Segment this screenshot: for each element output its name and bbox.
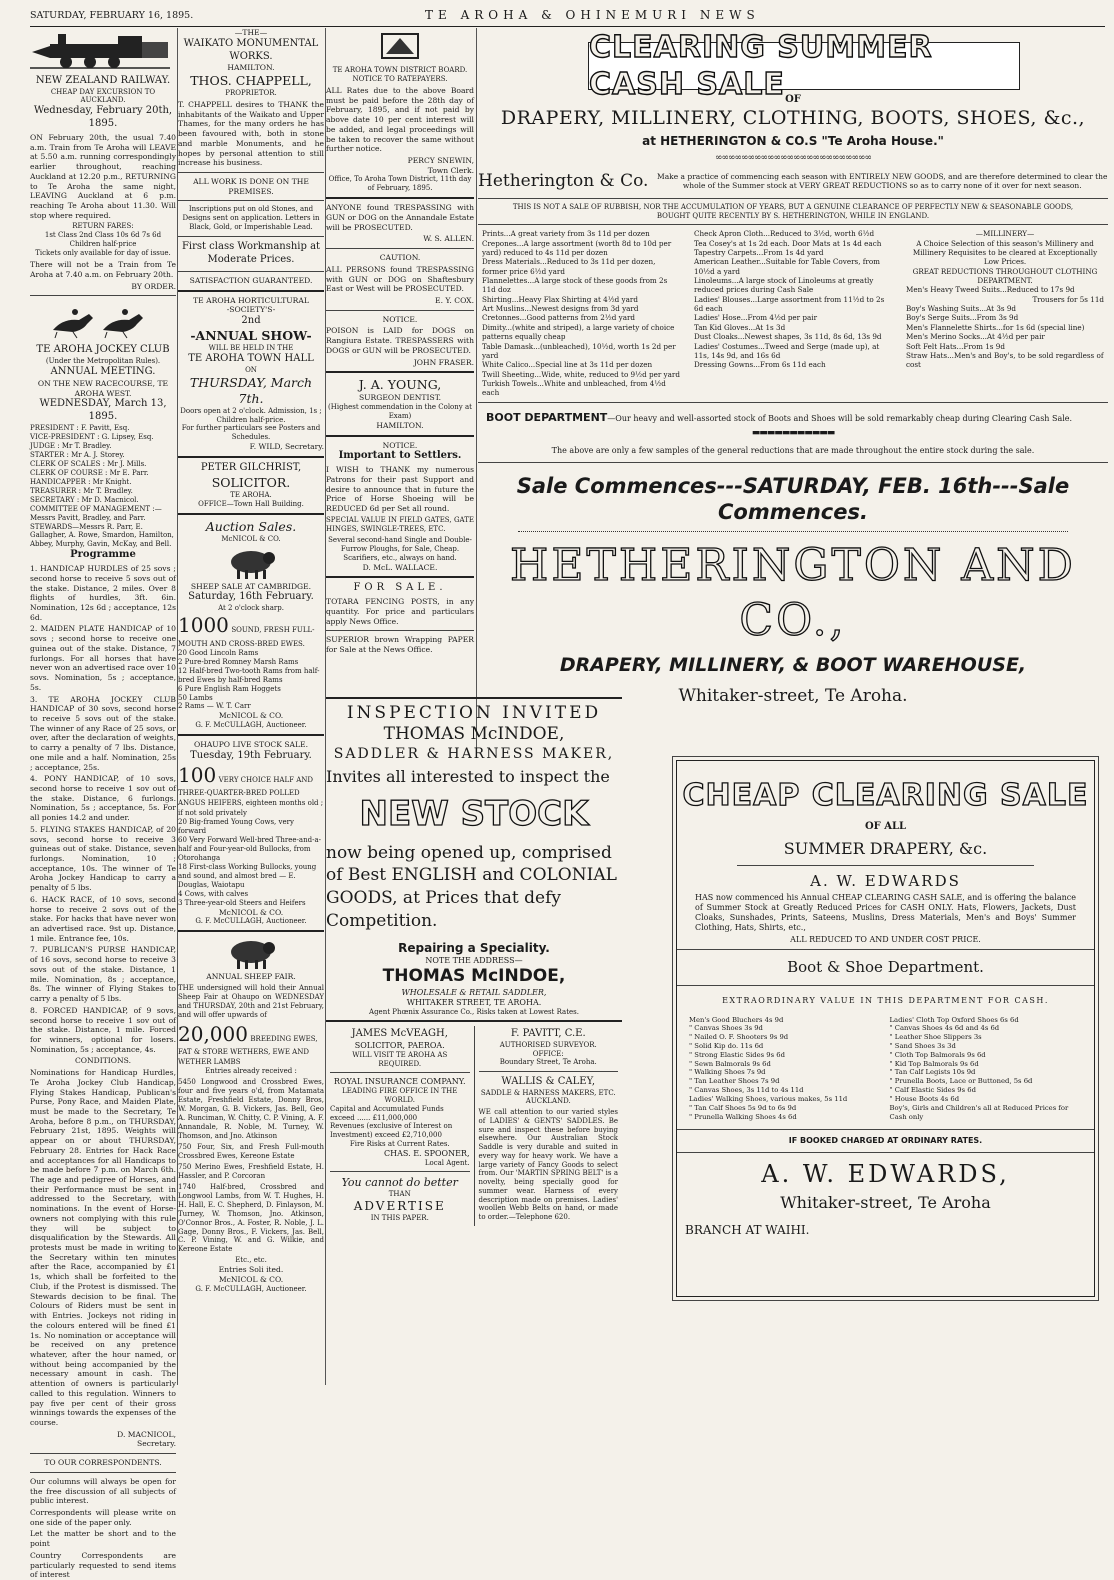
divider [326, 310, 474, 311]
column-one [30, 28, 176, 1580]
column-rule [476, 28, 477, 753]
notice2-scarifiers: Scarifiers, etc., always on hand. [343, 553, 457, 562]
boot-body: —Our heavy and well-assorted stock of Boots and Shoes will be sold remarkably cheap during Clearing Cash Sale. [607, 413, 1073, 423]
insp-title: INSPECTION INVITED [346, 703, 602, 723]
young-qual: (Highest commendation in the Colony at Exam) [328, 403, 472, 421]
ad-practice: Make a practice of commencing each season with ENTIRELY NEW GOODS, and are therefore determined to clear the whole of the Summer stock at VERY GREAT REDUCTIONS so as to carry none of it over for next season. [657, 171, 1108, 191]
divider [478, 198, 1108, 199]
masthead-title: TE AROHA & OHINEMURI NEWS [425, 8, 760, 22]
mcveagh-name: JAMES McVEAGH, [351, 1028, 448, 1040]
ohaupo-num: 100 [178, 762, 217, 787]
annual-entry: Etc., etc. [235, 1256, 267, 1265]
annual-entry: 5450 Longwood and Crossbred Ewes, four and five years o'd, from Matamata Estate, Freshfield Estate, Donny Bros, W. Morgan, G. B. Vickers, Jas. Bell, Geo A. Runciman, W. Chitty, C. P. Vining, A. F. Annandale, R. Noble, M. Turney, W. Thomson, and Jno. Atkinson [178, 1078, 324, 1140]
insp-invites: Invites all interested to inspect the [326, 767, 610, 786]
railway-order: BY ORDER. [131, 281, 176, 291]
gilchrist-office: OFFICE—Town Hall Building. [198, 499, 304, 508]
jockey-signer-title: Secretary. [137, 1439, 176, 1449]
caution-body: ALL PERSONS found TRESPASSING with GUN or DOG on Shaftesbury East or West will be PROSECUTED. [326, 264, 474, 294]
board-notice: NOTICE TO RATEPAYERS. [352, 74, 448, 83]
waikato-pre: —THE— [234, 28, 268, 37]
boot-title: BOOT DEPARTMENT [486, 410, 608, 424]
divider [326, 435, 474, 437]
race-item: 1. HANDICAP HURDLES of 25 sovs ; second horse to receive 5 sovs out of the stake. Distance, 2 miles. Over 8 flights of hurdles, 3ft. 6in. Nomination, 12s 6d ; acceptance, 12s 6d. [30, 564, 176, 622]
hort-sec: F. WILD, Secretary. [249, 442, 324, 452]
notice2-plough: Several second-hand Single and Double-Furrow Ploughs, for Sale, Cheap. [328, 535, 472, 553]
hort-doors: Doors open at 2 o'clock. Admission, 1s ; Children half-price. [180, 406, 322, 424]
insp-name: THOMAS McINDOE, [383, 724, 565, 745]
corr-item: Let the matter be short and to the point [30, 1529, 176, 1549]
ad-notsale: THIS IS NOT A SALE OF RUBBISH, NOR THE ACCUMULATION OF YEARS, BUT A GENUINE CLEARANCE OF PERFECTLY NEW & SEASONABLE GOODS, BOUGHT QUITE RECENTLY BY S. HETHERINGTON, WHILE IN ENGLAND. [512, 202, 1074, 220]
jockey-officers: PRESIDENT : F. Pavitt, Esq. VICE-PRESIDENT : G. Lipsey, Esq. JUDGE : Mr T. Bradley. STARTER : Mr A. J. Storey. CLERK OF SCALES : Mr J. Mills. CLERK OF COURSE : Mr E. Parr. HANDICAPPER : Mr Knight. TREASURER : Mr T. Bradley. SECRETARY : Mr D. Macnicol. COMMITTEE OF MANAGEMENT :—Messrs Pavitt, Bradley, and Parr. STEWARDS—Messrs R. Parr, E. Gallagher, A. Rowe, Smardon, Hamilton, Abbey, Murphy, Gavin, McKay, and Bell. [30, 424, 174, 549]
cheap-summer: SUMMER DRAPERY, &c. [783, 839, 988, 858]
railway-sub: CHEAP DAY EXCURSION TO AUCKLAND. [50, 87, 156, 105]
price-list-b: Check Apron Cloth...Reduced to 3½d, worth 6½d Tea Cosey's at 1s 2d each. Door Mats at 1s 4d each Tapestry Carpets...From 1s 4d yard American Leather...Suitable for Table Covers, from 10½d a yard Linoleums...A large stock of Linoleums at greatly reduced prices during Cash Sale Ladies' Blouses...Large assortment from 11½d to 2s 6d each Ladies' Hose...From 4½d per pair Tan Kid Gloves...At 1s 3d Dust Cloaks...Newest shapes, 3s 11d, 8s 6d, 13s 9d Ladies' Costumes...Tweed and Serge (made up), at 11s, 14s 9d, and 16s 6d Dressing Gowns...From 6s 11d each [694, 229, 885, 370]
cheap-extra: EXTRAORDINARY VALUE IN THIS DEPARTMENT FOR CASH. [722, 995, 1049, 1005]
divider [326, 576, 474, 578]
ram-icon [221, 936, 281, 970]
forsale-title: FOR SALE. [353, 582, 447, 594]
divider [677, 949, 1094, 950]
sheep-icon [221, 546, 281, 580]
wallis-role: SADDLE & HARNESS MAKERS, ETC. [480, 1088, 616, 1097]
corr-title: TO OUR CORRESPONDENTS. [44, 1458, 162, 1468]
young-role: SURGEON DENTIST. [358, 393, 442, 403]
cam-firm: McNICOL & CO. [218, 711, 284, 721]
adv-l2: THAN [388, 1190, 411, 1198]
trespass-body: ANYONE found TRESPASSING with GUN or DOG on the Annandale Estate will be PROSECUTED. [326, 203, 474, 232]
annual-desc: BREEDING EWES, FAT & STORE WETHERS, EWE AND WETHER LAMBS [178, 1034, 318, 1067]
cheap-branch: BRANCH AT WAIHI. [685, 1223, 810, 1238]
insp-addr: WHITAKER STREET, TE AROHA. [406, 997, 542, 1007]
insp-note: NOTE THE ADDRESS— [425, 956, 523, 966]
sale-commences: Sale Commences---SATURDAY, FEB. 16th---Sale Commences. [516, 473, 1070, 524]
ohaupo-firm: McNICOL & CO. [218, 907, 284, 917]
waikato-work: ALL WORK IS DONE ON THE PREMISES. [193, 177, 309, 196]
ad-samples: The above are only a few samples of the general reductions that are made throughout the entire stock during the sale. [551, 445, 1035, 455]
notice1-body: POISON is LAID for DOGS on Rangiura Estate. TRESPASSERS with DOGS or GUN will be PROSECUTED. [326, 326, 474, 355]
trespass-signer: W. S. ALLEN. [423, 234, 474, 244]
divider [30, 1453, 176, 1454]
divider [478, 224, 1108, 225]
divider [178, 271, 324, 272]
shoe-list-left: Men's Good Bluchers 4s 9d " Canvas Shoes 3s 9d " Nailed O. F. Shooters 9s 9d " Solid Kip do. 11s 6d " Strong Elastic Sides 9s 6d " Sewn Balmorals 9s 6d " Walking Shoes 7s 9d " Tan Leather Shoes 7s 9d " Canvas Shoes, 3s 11d to 4s 11d Ladies' Walking Shoes, various makes, 5s 11d " Tan Calf Shoes 5s 9d to 6s 9d " Prunella Walking Shoes 4s 6d [689, 1015, 848, 1121]
notice1-title: NOTICE. [382, 314, 418, 324]
gilchrist-name: PETER GILCHRIST, [200, 462, 302, 474]
price-list-c: —MILLINERY— A Choice Selection of this season's Millinery and Millinery Requisites to be cleared at Exceptionally Low Prices. GREAT REDUCTIONS THROUGHOUT CLOTHING DEPARTMENT. Men's Heavy Tweed Suits...Reduced to 17s 9d Trousers for 5s 11d Boy's Washing Suits...At 3s 9d Boy's Serge Suits...From 3s 9d Men's Flannelette Shirts...for 1s 6d (special line) Men's Merino Socks...At 4½d per pair Soft Felt Hats...From 1s 9d Straw Hats...Men's and Boy's, to be sold regardless of cost [906, 229, 1104, 370]
jockey-title: TE AROHA JOCKEY CLUB [36, 344, 170, 356]
mcveagh-role: SOLICITOR, PAEROA. [354, 1040, 445, 1050]
firm-name: HETHERINGTON AND CO., [510, 540, 1076, 647]
ornament-divider: ▬▬▬▬▬▬▬▬▬▬▬ [751, 428, 835, 439]
crest-icon [370, 30, 430, 64]
cheap-name: A. W. EDWARDS [810, 872, 961, 890]
board-signer-title: Town Clerk. [427, 165, 474, 175]
cam-desc: SOUND, FRESH FULL-MOUTH AND CROSS-BRED EWES. [178, 626, 315, 648]
cam-date: Saturday, 16th February. [188, 591, 314, 603]
shoe-list-right: Ladies' Cloth Top Oxford Shoes 6s 6d " Canvas Shoes 4s 6d and 4s 6d " Leather Shoe Slippers 3s " Sand Shoes 3s 3d " Cloth Top Balmorals 9s 6d " Kid Top Balmorals 9s 6d " Tan Calf Legists 10s 9d " Prunella Boots, Lace or Buttoned, 5s 6d " Calf Elastic Sides 9s 6d " House Boots 4s 6d Boy's, Girls and Children's all at Reduced Prices for Cash only [889, 1015, 1069, 1121]
gilchrist-role: SOLICITOR. [211, 474, 291, 490]
small-ads-right [474, 1026, 623, 1226]
hort-soc: -SOCIETY'S- [226, 305, 276, 315]
hort-date: THURSDAY, March 7th. [189, 374, 313, 406]
cam-auc: G. F. McCULLAGH, Auctioneer. [195, 721, 307, 730]
corr-item: Correspondents will please write on one side of the paper only. [30, 1508, 176, 1527]
railway-fares-title: RETURN FARES: [72, 222, 134, 231]
insp-agent: Agent Phœnix Assurance Co., Risks taken at Lowest Rates. [369, 1007, 579, 1016]
price-lists [478, 229, 1108, 397]
mcindoe-ad [326, 693, 622, 1393]
waikato-first: First class Workmanship at Moderate Prices. [181, 241, 321, 266]
race-item: 6. HACK RACE, of 10 sovs, second horse to receive 2 sovs out of the stake. For hacks that have never won an advertised race. 9st up. Distance, 1 mile. Entrance fee, 10s. [30, 894, 176, 943]
annual-firm: McNICOL & CO. [218, 1275, 284, 1285]
ad-at: at HETHERINGTON & CO.S "Te Aroha House." [642, 134, 944, 149]
corr-item: Our columns will always be open for the free discussion of all subjects of public interest. [30, 1476, 176, 1506]
hort-title: TE AROHA HORTICULTURAL [193, 295, 309, 305]
cheap-name2: A. W. EDWARDS, [761, 1160, 1010, 1189]
pavitt-office: OFFICE: [532, 1049, 564, 1058]
race-item: 8. FORCED HANDICAP, of 9 sovs, second horse to receive 1 sov out of the stake. Distance, 1 mile. Forced for winners, optional for losers. Nomination, 5s ; acceptance, 4s. [30, 1005, 176, 1054]
divider [330, 1171, 470, 1172]
cam-lots: 20 Good Lincoln Rams 2 Pure-bred Romney Marsh Rams 12 Half-bred Two-tooth Rams from half-bred Ewes by half-bred Rams 6 Pure English Ram Hoggets 50 Lambs 2 Rams — W. T. Carr [178, 648, 320, 711]
hort-held: WILL BE HELD IN THE [208, 343, 294, 352]
board-office: Office, To Aroha Town District, 11th day of February, 1895. [328, 175, 472, 193]
divider [326, 371, 474, 373]
notice2-signer: D. McL. WALLACE. [362, 562, 438, 572]
divider [677, 985, 1094, 986]
annual-sol: Entries Soli ited. [218, 1265, 284, 1275]
cheap-street: Whitaker-street, Te Aroha [780, 1193, 991, 1213]
annual-entries-title: Entries already received : [205, 1067, 297, 1076]
hort-on: ON [245, 365, 257, 374]
pavitt-name: F. PAVITT, C.E. [510, 1028, 586, 1040]
insp-name2: THOMAS McINDOE, [382, 966, 566, 987]
wallis-place: AUCKLAND. [525, 1097, 571, 1106]
annual-body: THE undersigned will hold their Annual Sheep Fair at Ohaupo on WEDNESDAY and THURSDAY, 20th and 21st February, and will offer upwards of [178, 984, 324, 1019]
divider [737, 865, 1034, 866]
waikato-body: T. CHAPPELL desires to THANK the inhabitants of the Waikato and Upper Thames, for the many orders he has been favoured with, both in stone and marble Monuments, and he hopes by personal attention to still increase his business. [178, 99, 324, 168]
insp-ws: WHOLESALE & RETAIL SADDLER, [401, 987, 547, 997]
divider [326, 248, 474, 249]
caution-title: CAUTION. [379, 253, 421, 263]
royal-agent: CHAS. E. SPOONER, [384, 1148, 470, 1158]
cheap-booked: IF BOOKED CHARGED AT ORDINARY RATES. [788, 1136, 983, 1146]
gilchrist-place: TE AROHA. [230, 490, 272, 499]
adv-l1: You cannot do better [341, 1176, 458, 1190]
clearing-banner: CLEARING SUMMER CASH SALE [588, 42, 1020, 90]
ohaupo-date: Tuesday, 19th February. [190, 749, 312, 761]
insp-trade: SADDLER & HARNESS MAKER, [333, 745, 615, 762]
royal-cap: Capital and Accumulated Funds exceed ...... £11,000,000 [330, 1104, 444, 1122]
ad-name: Hetherington & Co. [478, 170, 649, 191]
divider [677, 1152, 1094, 1153]
auction-title: Auction Sales. [205, 518, 297, 534]
waikato-insc: Inscriptions put on old Stones, and Designs sent on application. Letters in Black, Gold, or Imperishable Lead. [182, 205, 320, 232]
divider [326, 697, 622, 699]
hort-hall: TE AROHA TOWN HALL [188, 352, 314, 364]
auction-firm: McNICOL & CO. [221, 534, 281, 543]
street: Whitaker-street, Te Aroha. [678, 685, 908, 706]
ad-line: DRAPERY, MILLINERY, CLOTHING, BOOTS, SHOES, &c., [500, 106, 1086, 129]
divider [330, 1072, 470, 1073]
hetherington-ad [478, 29, 1108, 746]
divider [478, 402, 1108, 403]
cam-time: At 2 o'clock sharp. [218, 604, 284, 613]
insp-body: now being opened up, comprised of Best ENGLISH and COLONIAL GOODS, at Prices that defy Competition. [326, 842, 617, 932]
hort-show: -ANNUAL SHOW- [190, 327, 312, 343]
wallis-body: WE call attention to our varied styles of LADIES' & GENTS' SADDLES. Be sure and inspect these before buying elsewhere. Our Australian Stock Saddle is very durable and suited in every way for heavy work. We have a large variety of Fancy Goods to select from. Our 'MARTIN SPRING BELT' is a novelty, being specially good for summer wear. Harness of every description made on premises. Ladies' woollen Webb Belts on hand, or made to order.—Telephone 620. [478, 1108, 618, 1221]
small-ads [326, 1026, 622, 1226]
royal-title: ROYAL INSURANCE COMPANY. [333, 1077, 466, 1087]
railway-fares: 1st Class 2nd Class 10s 6d 7s 6d Children half-price [44, 231, 162, 249]
divider [178, 200, 324, 201]
racehorse-icon [43, 300, 163, 340]
waikato-title: WAIKATO MONUMENTAL WORKS. [183, 37, 319, 62]
divider [178, 513, 324, 515]
annual-num: 20,000 [178, 1021, 248, 1046]
cheap-body: HAS now commenced his Annual CHEAP CLEARING CASH SALE, and is offering the balance of Summer Stock at Greatly Reduced Prices for CASH ONLY. Hats, Flowers, Jackets, Dust Cloaks, Sunshades, Prints, Sateens, Muslins, Dress Materials, Men's and Boys' Summer Clothing, Hats, Shirts, etc., [695, 892, 1076, 932]
small-ads-left [326, 1026, 474, 1226]
paper-body: SUPERIOR brown Wrapping PAPER for Sale at the News Office. [326, 635, 474, 654]
divider [677, 1129, 1094, 1130]
notice2-body: I WISH to THANK my numerous Patrons for their past Support and desire to announce that in future the Price of Horse Shoeing will be REDUCED 6d per Set all round. [326, 465, 474, 514]
annual-title: ANNUAL SHEEP FAIR. [206, 972, 296, 982]
annual-entry: 750 Merino Ewes, Freshfield Estate, H. Hassler, and P. Corcoran [178, 1162, 324, 1180]
new-stock: NEW STOCK [359, 794, 589, 834]
corr-item: Country Correspondents are particularly requested to send items of interest [30, 1550, 176, 1580]
royal-agent-title: Local Agent. [424, 1158, 470, 1167]
ohaupo-title: OHAUPO LIVE STOCK SALE. [193, 740, 309, 750]
board-signer: PERCY SNEWIN, [407, 155, 474, 165]
issue-date: SATURDAY, FEBRUARY 16, 1895. [30, 9, 194, 21]
annual-entry: 750 Four, Six, and Fresh Full-mouth Crossbred Ewes, Kereone Estate [178, 1142, 324, 1160]
ornament-divider: ∞∞∞∞∞∞∞∞∞∞∞∞∞∞∞∞∞∞∞∞∞∞∞∞ [715, 153, 871, 164]
railway-note: There will not be a Train from Te Aroha at 7.40 a.m. on February 20th. [30, 260, 176, 280]
cheap-reduced: ALL REDUCED TO AND UNDER COST PRICE. [790, 934, 981, 944]
royal-rev: Revenues (exclusive of Interest on Investment) exceed £2,710,000 [330, 1122, 453, 1139]
ohaupo-auc: G. F. McCULLAGH, Auctioneer. [195, 917, 307, 926]
jockey-date: WEDNESDAY, March 13, 1895. [39, 398, 167, 423]
railway-body: ON February 20th, the usual 7.40 a.m. Train from Te Aroha will LEAVE at 5.50 a.m. running correspondingly earlier throughout, reaching Auckland at 12.20 p.m., RETURNING to Te Aroha the same night, LEAVING Auckland at 6 p.m. reaching Te Aroha about 11.30. Will stop where required. [30, 133, 176, 220]
race-item: 5. FLYING STAKES HANDICAP, of 20 sovs, second horse to receive 3 guineas out of stake. Distance, seven furlongs. Nomination, 10 ; acceptance, 10s. The winner of Te Aroha Jockey Handicap to carry a penalty of 5 lbs. [30, 824, 176, 893]
adv-l3: ADVERTISE [353, 1198, 446, 1213]
jockey-signer: D. MACNICOL, [117, 1429, 176, 1439]
jockey-meeting: ANNUAL MEETING. [50, 366, 156, 378]
divider [178, 236, 324, 237]
adv-l4: IN THIS PAPER. [370, 1213, 429, 1222]
waikato-role: PROPRIETOR. [225, 89, 277, 98]
divider [178, 456, 324, 458]
column-two [178, 28, 324, 1387]
notice1-signer: JOHN FRASER. [413, 357, 474, 367]
waikato-name: THOS. CHAPPELL, [190, 73, 312, 89]
hort-num: 2nd [241, 315, 261, 327]
race-item: 4. PONY HANDICAP, of 10 sovs, second horse to receive 1 sov out of the stake. Distance, 6 furlongs. Nomination, 5s ; acceptance, 5s. For all ponies 14.2 and under. [30, 774, 176, 823]
railway-title: NEW ZEALAND RAILWAY. [35, 74, 171, 86]
annual-entry: 1740 Half-bred, Crossbred and Longwool Lambs, from W. T. Hughes, H. H. Hall, E. C. Shepherd, D. Finlayson, M. Turney, W. Thomson, Jno. Atkinson, O'Connor Bros., A. Foster, R. Noble, J. L. Gage, Donny Bros., F. Vickers, Jas. Bell, C. P. Vining, W. and G. Wilkie, and Kereone Estate [178, 1182, 324, 1254]
divider [178, 172, 324, 173]
divider [178, 930, 324, 932]
young-name: J. A. YOUNG, [358, 377, 442, 393]
page-header [30, 4, 1105, 27]
cheap-of: OF ALL [864, 820, 907, 832]
cheap-boot: Boot & Shoe Department. [787, 957, 984, 976]
divider [178, 734, 324, 736]
divider [326, 1020, 622, 1022]
ad-of: OF [785, 94, 801, 105]
waikato-sat: SATISFACTION GUARANTEED. [189, 275, 313, 285]
programme-heading: Programme [70, 549, 136, 561]
divider [178, 290, 324, 292]
board-title: TE AROHA TOWN DISTRICT BOARD. [332, 66, 468, 74]
notice2-title: NOTICE. [382, 440, 418, 450]
race-item: 3. TE AROHA JOCKEY CLUB HANDICAP of 30 sovs, second horse to receive 5 sovs out of the stake. The winner of any Race of 25 sovs, or over, after the declaration of weights, to carry a penalty of 7 lbs. Distance, one mile and a half. Nomination, 25s ; acceptance, 25s. [30, 694, 176, 772]
notice2-special: SPECIAL VALUE IN FIELD GATES, GATE HINGES, SWINGLE-TREES, ETC. [326, 515, 474, 533]
annual-auc: G. F. McCULLAGH, Auctioneer. [195, 1284, 307, 1293]
dotted-rule [518, 531, 1068, 532]
conditions-body: Nominations for Handicap Hurdles, Te Aroha Jockey Club Handicap, Flying Stakes Handicap, Publican's Purse, Pony Race, and Maiden Plate, must be made to the Secretary, Te Aroha, before 8 p.m., on THURSDAY, February 21st, 1895. Weights will appear on or about THURSDAY, February 28. Entries for Hack Race and acceptances for all Handicaps to be made before 7 p.m. on March 6th. The age and pedigree of Horses, and their Performance must be sent in addressed to the Secretary, with nominations. In the event of Horse-owners not complying with this rule they will be subject to disqualification by the Stewards. All protests must be made in writing to the Secretary within ten minutes after the Race, accompanied by £1 1s, which shall be forfeited to the Club, if the Protest is dismissed. The Stewards decision to be final. The Colours of Riders must be sent in with Entries. Jockeys not riding in the colours entered will be fined £1 1s. No nomination or acceptance will be received on any pretence whatever, after the hour named, or without being accompanied by the necessary amount in cash. The attention of owners is particularly called to this regulation. Winners to pay five per cent of their gross winnings towards the expenses of the course. [30, 1068, 176, 1427]
insp-repair: Repairing a Speciality. [398, 941, 550, 956]
forsale-body: TOTARA FENCING POSTS, in any quantity. For price and particulars apply News Office. [326, 597, 474, 626]
conditions-title: CONDITIONS. [74, 1056, 132, 1066]
cam-title: SHEEP SALE AT CAMBRIDGE. [190, 581, 312, 591]
divider [326, 197, 474, 199]
mcveagh-visit: WILL VISIT TE AROHA AS REQUIRED. [352, 1050, 448, 1068]
waikato-place: HAMILTON. [227, 63, 275, 73]
divider [326, 630, 474, 631]
edwards-ad [676, 760, 1095, 1297]
divider [479, 1071, 619, 1072]
board-body: ALL Rates due to the above Board must be paid before the 28th day of February, 1895, and if not paid by above date 10 per cent interest will be added, and legal proceedings will be taken to recover the same without further notice. [326, 85, 474, 154]
caution-signer: E. Y. COX. [435, 296, 474, 306]
divider [30, 1472, 176, 1473]
jockey-place: ON THE NEW RACECOURSE, TE AROHA WEST. [37, 379, 169, 398]
young-place: HAMILTON. [376, 420, 424, 430]
price-list-a: Prints...A great variety from 3s 11d per dozen Crepones...A large assortment (worth 8d to 10d per yard) reduced to 4s 11d per dozen Dress Materials...Reduced to 3s 11d per dozen, former price 6½d yard Flannelettes...A large stock of these goods from 2s 11d doz Shirting...Heavy Flax Shirting at 4½d yard Art Muslins...Newest designs from 3d yard Cretonnes...Good patterns from 2½d yard Dimity...(white and striped), a large variety of choice patterns equally cheap Table Damask...(unbleached), 10½d, worth 1s 2d per yard White Calico...Special line at 3s 11d per dozen Twill Sheeting...Wide, white, reduced to 9½d per yard Turkish Towels...White and unbleached, from 4½d each [482, 229, 680, 398]
notice2-sub: Important to Settlers. [338, 450, 462, 462]
column-three [326, 28, 474, 678]
railway-date: Wednesday, February 20th, 1895. [33, 105, 173, 130]
wallis-name: WALLIS & CALEY, [501, 1076, 596, 1087]
cheap-title: CHEAP CLEARING SALE [682, 778, 1089, 813]
divider [30, 295, 176, 296]
ohaupo-lots: 20 Big-framed Young Cows, very forward 60 Very Forward Well-bred Three-and-a-half and Four-year-old Bullocks, from Otorohanga 18 First-class Working Bullocks, young and sound, and almost bred — E. Douglas, Waiotapu 4 Cows, with calves 3 Three-year-old Steers and Heifers [178, 818, 321, 907]
royal-sub: LEADING FIRE OFFICE IN THE WORLD. [342, 1087, 458, 1104]
locomotive-icon [30, 30, 170, 70]
hort-further: For further particulars see Posters and Schedules. [181, 424, 321, 442]
ohaupo-desc: VERY CHOICE HALF AND THREE-QUARTER-BRED POLLED ANGUS HEIFERS, eighteen months old ; if not sold privately [178, 775, 324, 818]
race-item: 2. MAIDEN PLATE HANDICAP of 10 sovs ; second horse to receive one guinea out of the stake. Distance, 7 furlongs. For all horses that have never won an advertised race over 10 sovs. Nomination, 5s ; acceptance, 5s. [30, 624, 176, 692]
divider [478, 462, 1108, 463]
pavitt-addr: Boundary Street, Te Aroha. [499, 1058, 597, 1067]
race-item: 7. PUBLICAN'S PURSE HANDICAP, of 16 sovs, second horse to receive 3 sovs out of the stake. Distance, 1 mile. Nomination, 8s ; acceptance, 8s. The winner of Flying Stakes to carry a penalty of 5 lbs. [30, 945, 176, 1004]
cam-num: 1000 [178, 613, 229, 638]
railway-tickets: Tickets only available for day of issue. [35, 249, 171, 258]
pavitt-role: AUTHORISED SURVEYOR. [499, 1040, 597, 1049]
jockey-sub: (Under the Metropolitan Rules). [45, 357, 161, 366]
shoe-price-lists [677, 1016, 1094, 1122]
royal-fire: Fire Risks at Current Rates. [349, 1139, 450, 1148]
warehouse: DRAPERY, MILLINERY, & BOOT WAREHOUSE, [559, 654, 1027, 677]
